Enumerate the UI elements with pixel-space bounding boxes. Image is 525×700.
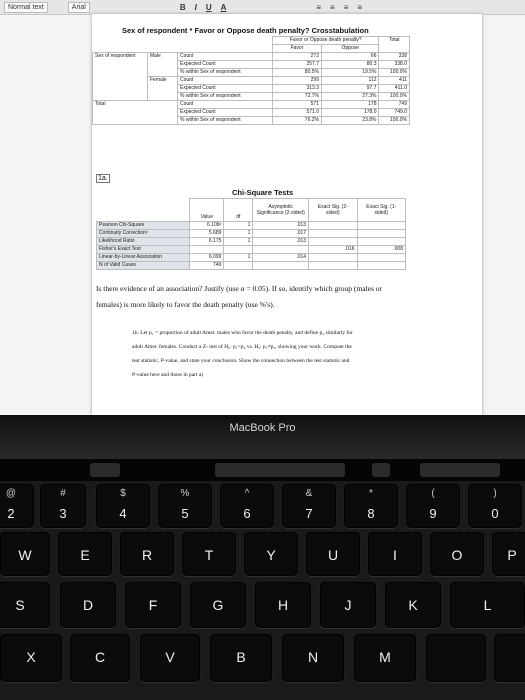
table-cell: .008: [357, 246, 405, 254]
table-cell: .016: [309, 246, 357, 254]
key-letter: M: [379, 649, 391, 665]
key-digit: 3: [59, 506, 67, 521]
table-cell: 100.0%: [379, 117, 410, 125]
key-i[interactable]: [368, 532, 422, 576]
stat-label: Count: [178, 77, 273, 85]
table-cell: 19.5%: [321, 69, 379, 77]
key-t[interactable]: [182, 532, 236, 576]
question-1b-line1: 1b. Let p₁ = proportion of adult Amer. males who favor the death penalty, and define p₂ similarly for: [132, 330, 353, 336]
table-cell: 178.0: [321, 109, 379, 117]
key-letter: R: [141, 547, 153, 563]
table-cell: 299: [273, 77, 322, 85]
row-label: Linear-by-Linear Association: [97, 254, 190, 262]
key-u[interactable]: [306, 532, 360, 576]
key-letter: I: [393, 547, 397, 563]
stat-label: Expected Count: [178, 109, 273, 117]
row-label: N of Valid Cases: [97, 262, 190, 270]
stat-label: % within Sex of respondent: [178, 117, 273, 125]
table-cell: 112: [321, 77, 379, 85]
table-cell: 76.2%: [273, 117, 322, 125]
table-cell: 749: [379, 101, 410, 109]
key-digit: 8: [367, 506, 375, 521]
key-letter: O: [451, 547, 463, 563]
key-letter: U: [327, 547, 339, 563]
favor-header: Favor: [273, 45, 322, 53]
table-cell: 571: [273, 101, 322, 109]
question-1a-line1: Is there evidence of an association? Justify (use α = 0.05). If so, identify which group (males or: [96, 284, 382, 293]
asymp-sig-header: Asymptotic Significance (2-sided): [253, 199, 309, 222]
key-digit: 5: [181, 506, 189, 521]
crosstab-table: [92, 36, 410, 125]
key-r[interactable]: [120, 532, 174, 576]
table-cell: 1: [224, 222, 253, 230]
touch-bar-button[interactable]: [420, 463, 500, 477]
key-symbol: #: [60, 488, 66, 499]
key-letter: W: [18, 547, 32, 563]
key-letter: N: [307, 649, 319, 665]
table-cell: 749.0: [379, 109, 410, 117]
docs-toolbar: [0, 0, 525, 15]
row-label: Pearson Chi-Square: [97, 222, 190, 230]
table-cell: 411.0: [379, 85, 410, 93]
table-cell: 27.3%: [321, 93, 379, 101]
key-8[interactable]: [344, 484, 398, 528]
table-cell: 571.0: [273, 109, 322, 117]
table-cell: 1: [224, 230, 253, 238]
key-letter: X: [26, 649, 36, 665]
key-n[interactable]: [282, 634, 344, 682]
key-h[interactable]: [255, 582, 311, 628]
exact-sig-1-header: Exact Sig. (1-sided): [357, 199, 405, 222]
key-letter: J: [344, 597, 352, 613]
key-symbol: &: [305, 488, 313, 499]
key-symbol: ): [493, 488, 497, 499]
stat-label: % within Sex of respondent: [178, 93, 273, 101]
key-d[interactable]: [60, 582, 116, 628]
document-page: [92, 14, 482, 415]
key-letter: V: [165, 649, 175, 665]
table-cell: 1: [224, 254, 253, 262]
key-letter: F: [148, 597, 158, 613]
crosstab-title: Sex of respondent * Favor or Oppose death penalty? Crosstabulation: [122, 26, 369, 35]
key-digit: 7: [305, 506, 313, 521]
table-cell: 272: [273, 53, 322, 61]
male-label: Male: [148, 53, 178, 77]
crosstab-column-variable: Favor or Oppose death penalty?: [273, 37, 379, 45]
key-x[interactable]: [0, 634, 62, 682]
row-variable-label: Sex of respondent: [93, 53, 148, 101]
key-symbol: *: [369, 488, 373, 499]
exact-sig-2-header: Exact Sig. (2-sided): [309, 199, 357, 222]
key-7[interactable]: [282, 484, 336, 528]
key-5[interactable]: [158, 484, 212, 528]
table-cell: 411: [379, 77, 410, 85]
laptop-brand-label: MacBook Pro: [229, 422, 296, 434]
touch-bar-button[interactable]: [90, 463, 120, 477]
key-o[interactable]: [430, 532, 484, 576]
key-b[interactable]: [210, 634, 272, 682]
text-color-button[interactable]: A: [220, 2, 227, 12]
key-l[interactable]: [450, 582, 525, 628]
key-y[interactable]: [244, 532, 298, 576]
key-letter: E: [80, 547, 90, 563]
key-letter: C: [94, 649, 106, 665]
table-cell: 6.175: [190, 238, 224, 246]
font-dropdown[interactable]: Arial: [68, 2, 90, 13]
table-cell: 178: [321, 101, 379, 109]
key-letter: P: [507, 547, 517, 563]
bold-button[interactable]: B: [179, 2, 186, 12]
key-letter: H: [277, 597, 289, 613]
key-digit: 9: [429, 506, 437, 521]
key-symbol: ^: [244, 488, 250, 499]
chi-square-table: [96, 198, 406, 270]
stat-label: Count: [178, 53, 273, 61]
touch-bar-button[interactable]: [372, 463, 390, 477]
table-cell: 749: [190, 262, 224, 270]
key-w[interactable]: [0, 532, 50, 576]
question-1b-line4: P-value here and those in part a): [132, 372, 204, 378]
italic-button[interactable]: I: [194, 2, 197, 12]
underline-button[interactable]: U: [205, 2, 212, 12]
touch-bar-button[interactable]: [215, 463, 345, 477]
key-m[interactable]: [354, 634, 416, 682]
df-header: df: [224, 199, 253, 222]
align-icons[interactable]: ≡≡≡≡: [316, 2, 372, 12]
key-v[interactable]: [140, 634, 200, 682]
table-cell: .014: [253, 254, 309, 262]
key-4[interactable]: [96, 484, 150, 528]
key-letter: K: [408, 597, 418, 613]
part-1a-label: 1a.: [98, 175, 108, 182]
table-cell: 72.7%: [273, 93, 322, 101]
table-cell: 6.099: [190, 254, 224, 262]
row-label: Continuity Correctionᵇ: [97, 230, 190, 238]
table-cell: .017: [253, 230, 309, 238]
table-cell: 313.3: [273, 85, 322, 93]
key-letter: L: [483, 597, 492, 613]
table-cell: 23.8%: [321, 117, 379, 125]
key-symbol: @: [5, 488, 17, 499]
key-symbol: $: [120, 488, 126, 499]
stat-label: % within Sex of respondent: [178, 69, 273, 77]
question-1b-line2: adult Amer. females. Conduct a Z- test of H₀: p₁=p₂ vs. Hₐ: p₁≠p₂, showing your work. Compute the: [132, 344, 352, 350]
key-letter: S: [15, 597, 25, 613]
table-cell: 1: [224, 238, 253, 246]
key-6[interactable]: [220, 484, 274, 528]
row-label: Fisher's Exact Test: [97, 246, 190, 254]
key-comma[interactable]: [426, 634, 486, 682]
key-p[interactable]: [492, 532, 525, 576]
oppose-header: Oppose: [321, 45, 379, 53]
table-cell: 257.7: [273, 61, 322, 69]
chi-square-title: Chi-Square Tests: [232, 188, 294, 197]
key-letter: D: [82, 597, 94, 613]
table-cell: 338.0: [379, 61, 410, 69]
key-letter: B: [236, 649, 246, 665]
stat-label: Expected Count: [178, 61, 273, 69]
key-0[interactable]: [468, 484, 522, 528]
table-cell: .013: [253, 222, 309, 230]
key-letter: G: [212, 597, 224, 613]
row-label: Likelihood Ratio: [97, 238, 190, 246]
female-label: Female: [148, 77, 178, 101]
table-cell: 97.7: [321, 85, 379, 93]
table-cell: 338: [379, 53, 410, 61]
key-j[interactable]: [320, 582, 376, 628]
style-dropdown[interactable]: Normal text: [4, 2, 48, 13]
key-c[interactable]: [70, 634, 130, 682]
key-digit: 0: [491, 506, 499, 521]
key-symbol: %: [180, 488, 190, 499]
key-symbol: (: [431, 488, 435, 499]
table-cell: 5.689: [190, 230, 224, 238]
value-header: Value: [190, 199, 224, 222]
key-g[interactable]: [190, 582, 246, 628]
table-cell: 100.0%: [379, 69, 410, 77]
table-cell: 80.5%: [273, 69, 322, 77]
key-digit: 2: [7, 506, 15, 521]
stat-label: Expected Count: [178, 85, 273, 93]
total-row-label: Total: [93, 101, 178, 125]
table-cell: 100.0%: [379, 93, 410, 101]
key-e[interactable]: [58, 532, 112, 576]
key-f[interactable]: [125, 582, 181, 628]
table-cell: .013: [253, 238, 309, 246]
key-digit: 6: [243, 506, 251, 521]
key-2[interactable]: [0, 484, 34, 528]
question-1b-line3: test statistic, P-value, and state your conclusion. Show the connection between the test statistic and: [132, 358, 350, 364]
key-3[interactable]: [40, 484, 86, 528]
key-period[interactable]: [494, 634, 525, 682]
crosstab-total-header: Total: [379, 37, 410, 53]
table-cell: 66: [321, 53, 379, 61]
key-k[interactable]: [385, 582, 441, 628]
key-letter: Y: [266, 547, 276, 563]
key-9[interactable]: [406, 484, 460, 528]
table-cell: 80.3: [321, 61, 379, 69]
key-s[interactable]: [0, 582, 50, 628]
question-1a-line2: females) is more likely to favor the death penalty (use %'s).: [96, 300, 275, 309]
table-cell: 6.108ᵃ: [190, 222, 224, 230]
key-digit: 4: [119, 506, 127, 521]
key-letter: T: [204, 547, 214, 563]
stat-label: Count: [178, 101, 273, 109]
